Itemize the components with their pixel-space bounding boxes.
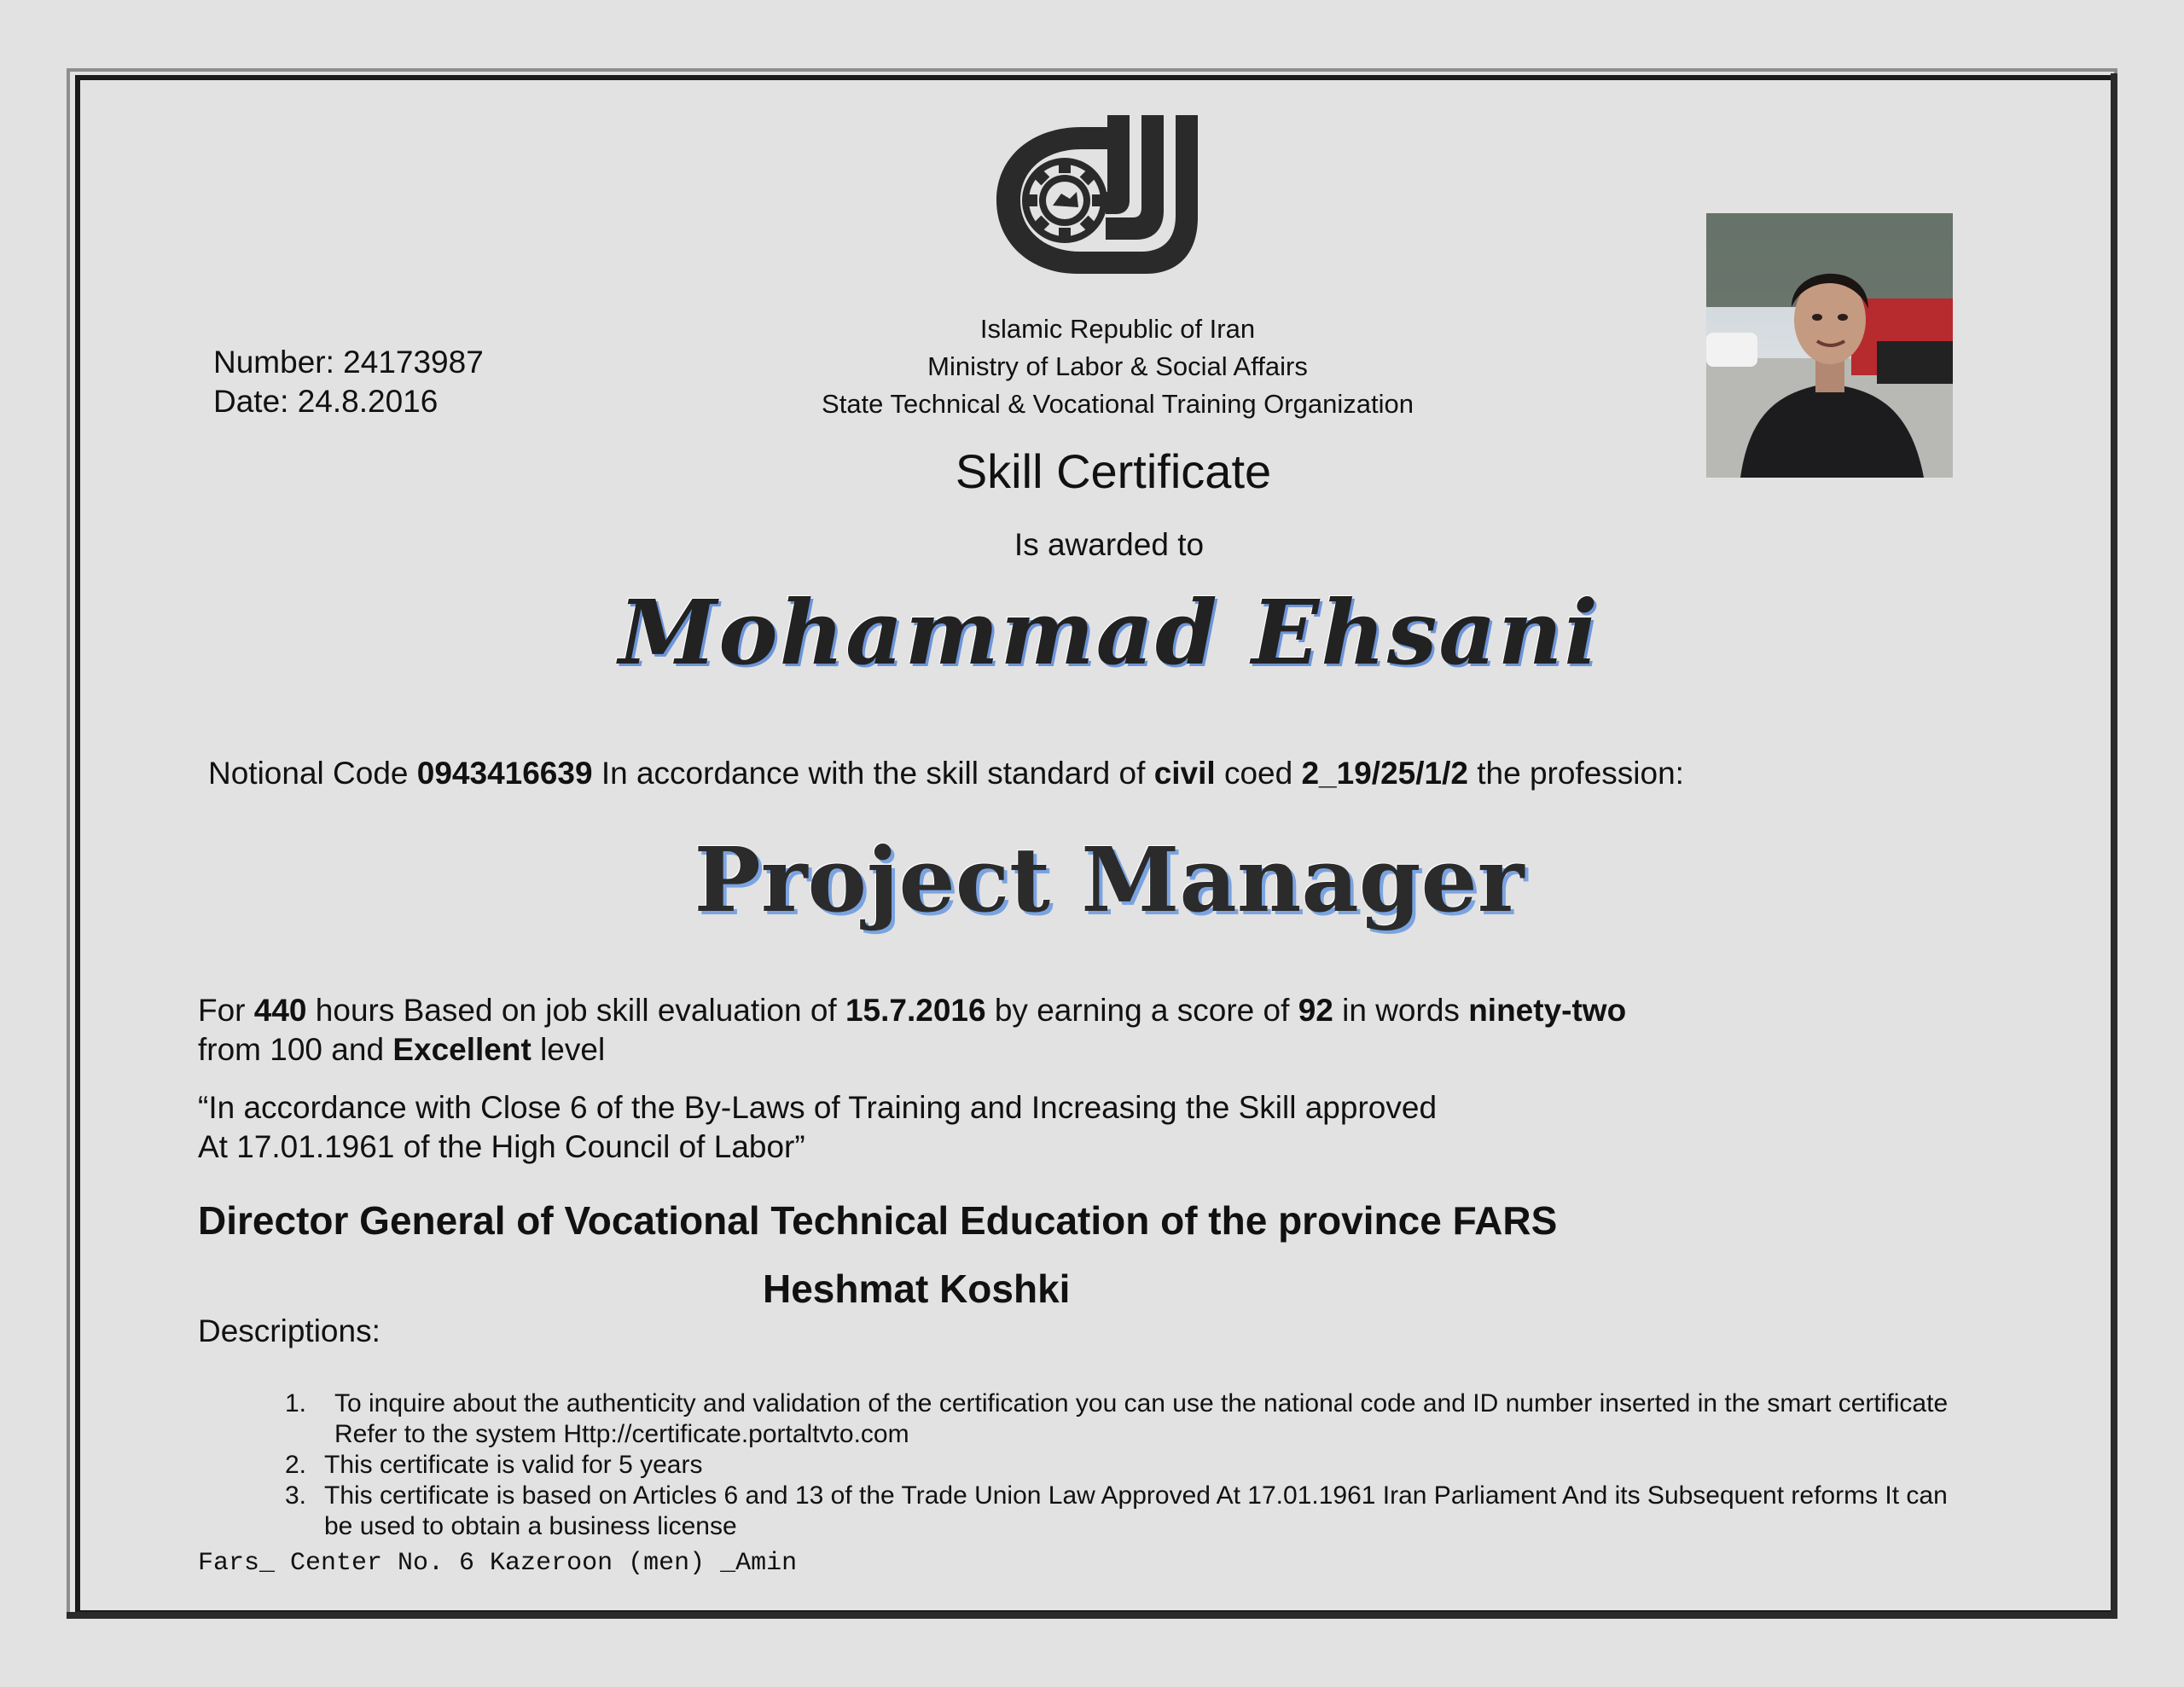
certificate-date xyxy=(213,382,484,421)
descriptions-list xyxy=(285,1388,1974,1542)
national-code-line xyxy=(208,756,1684,791)
tvto-logo-icon xyxy=(996,115,1199,274)
awarded-to-label: Is awarded to xyxy=(1014,527,1205,562)
issuer-header xyxy=(768,310,1467,423)
certificate-title: Skill Certificate xyxy=(955,444,1272,498)
certificate-number xyxy=(213,343,484,382)
score-value: 92 xyxy=(1298,993,1333,1028)
evaluation-line-1 xyxy=(198,991,1626,1030)
code-suffix: the profession: xyxy=(1477,756,1684,791)
profession-title: Project Manager xyxy=(694,827,1525,932)
standard-code: 2_19/25/1/2 xyxy=(1301,756,1468,791)
description-number: 3. xyxy=(285,1481,307,1510)
evaluation-text-1: hours Based on job skill evaluation of xyxy=(315,993,837,1028)
recipient-photo xyxy=(1706,213,1953,478)
description-item xyxy=(285,1481,1974,1542)
score-in-words: ninety-two xyxy=(1468,993,1627,1028)
code-prefix: Notional Code xyxy=(208,756,409,791)
description-item xyxy=(285,1388,1974,1450)
description-text: To inquire about the authenticity and validation of the certification you can use the national code and ID number inserted in the smart certificate Refer to the system Http://certificate.portaltvto.com xyxy=(334,1389,1949,1448)
for-word: For xyxy=(198,993,246,1028)
description-text: This certificate is valid for 5 years xyxy=(324,1451,703,1479)
evaluation-text-2: by earning a score of xyxy=(994,993,1290,1028)
header-line-country: Islamic Republic of Iran xyxy=(979,314,1256,344)
signer-name: Heshmat Koshki xyxy=(763,1267,1071,1311)
recipient-name: Mohammad Ehsani xyxy=(619,580,1600,685)
quote-line-2: At 17.01.1961 of the High Council of Labor” xyxy=(198,1129,805,1164)
number-label: Number: xyxy=(213,345,334,380)
header-line-ministry: Ministry of Labor & Social Affairs xyxy=(927,351,1308,381)
description-number: 2. xyxy=(285,1451,307,1479)
evaluation-paragraph xyxy=(198,991,1626,1070)
coed-word: coed xyxy=(1223,756,1293,791)
number-value: 24173987 xyxy=(343,345,484,380)
header-line-organization: State Technical & Vocational Training Organization xyxy=(822,389,1414,419)
border-shadow-bottom xyxy=(67,1612,2117,1619)
date-label: Date: xyxy=(213,384,289,419)
evaluation-date: 15.7.2016 xyxy=(845,993,986,1028)
date-value: 24.8.2016 xyxy=(297,384,439,419)
code-middle-text: In accordance with the skill standard of xyxy=(601,756,1146,791)
descriptions-label: Descriptions: xyxy=(198,1313,380,1348)
certificate-meta xyxy=(213,343,484,421)
quote-line-1: “In accordance with Close 6 of the By-Laws of Training and Increasing the Skill approved xyxy=(198,1090,1438,1125)
training-hours: 440 xyxy=(253,993,307,1028)
bylaw-quote xyxy=(198,1088,1437,1167)
skill-field: civil xyxy=(1153,756,1216,791)
evaluation-text-3: in words xyxy=(1342,993,1460,1028)
level-value: Excellent xyxy=(392,1032,531,1067)
issuing-center-footer: Fars_ Center No. 6 Kazeroon (men) _Amin xyxy=(198,1549,798,1578)
description-item xyxy=(285,1450,1974,1481)
national-code: 0943416639 xyxy=(416,756,593,791)
border-shadow-right xyxy=(2111,73,2117,1619)
evaluation-text-5: level xyxy=(540,1032,606,1067)
director-title: Director General of Vocational Technical Education of the province FARS xyxy=(198,1198,1558,1243)
evaluation-line-2 xyxy=(198,1030,1626,1070)
description-number: 1. xyxy=(285,1389,307,1417)
description-text: This certificate is based on Articles 6 and 13 of the Trade Union Law Approved At 17.01.1961 Iran Parliament And its Subsequent reforms It can be used to obtain a business license xyxy=(324,1481,1948,1540)
evaluation-text-4: from 100 and xyxy=(198,1032,385,1067)
